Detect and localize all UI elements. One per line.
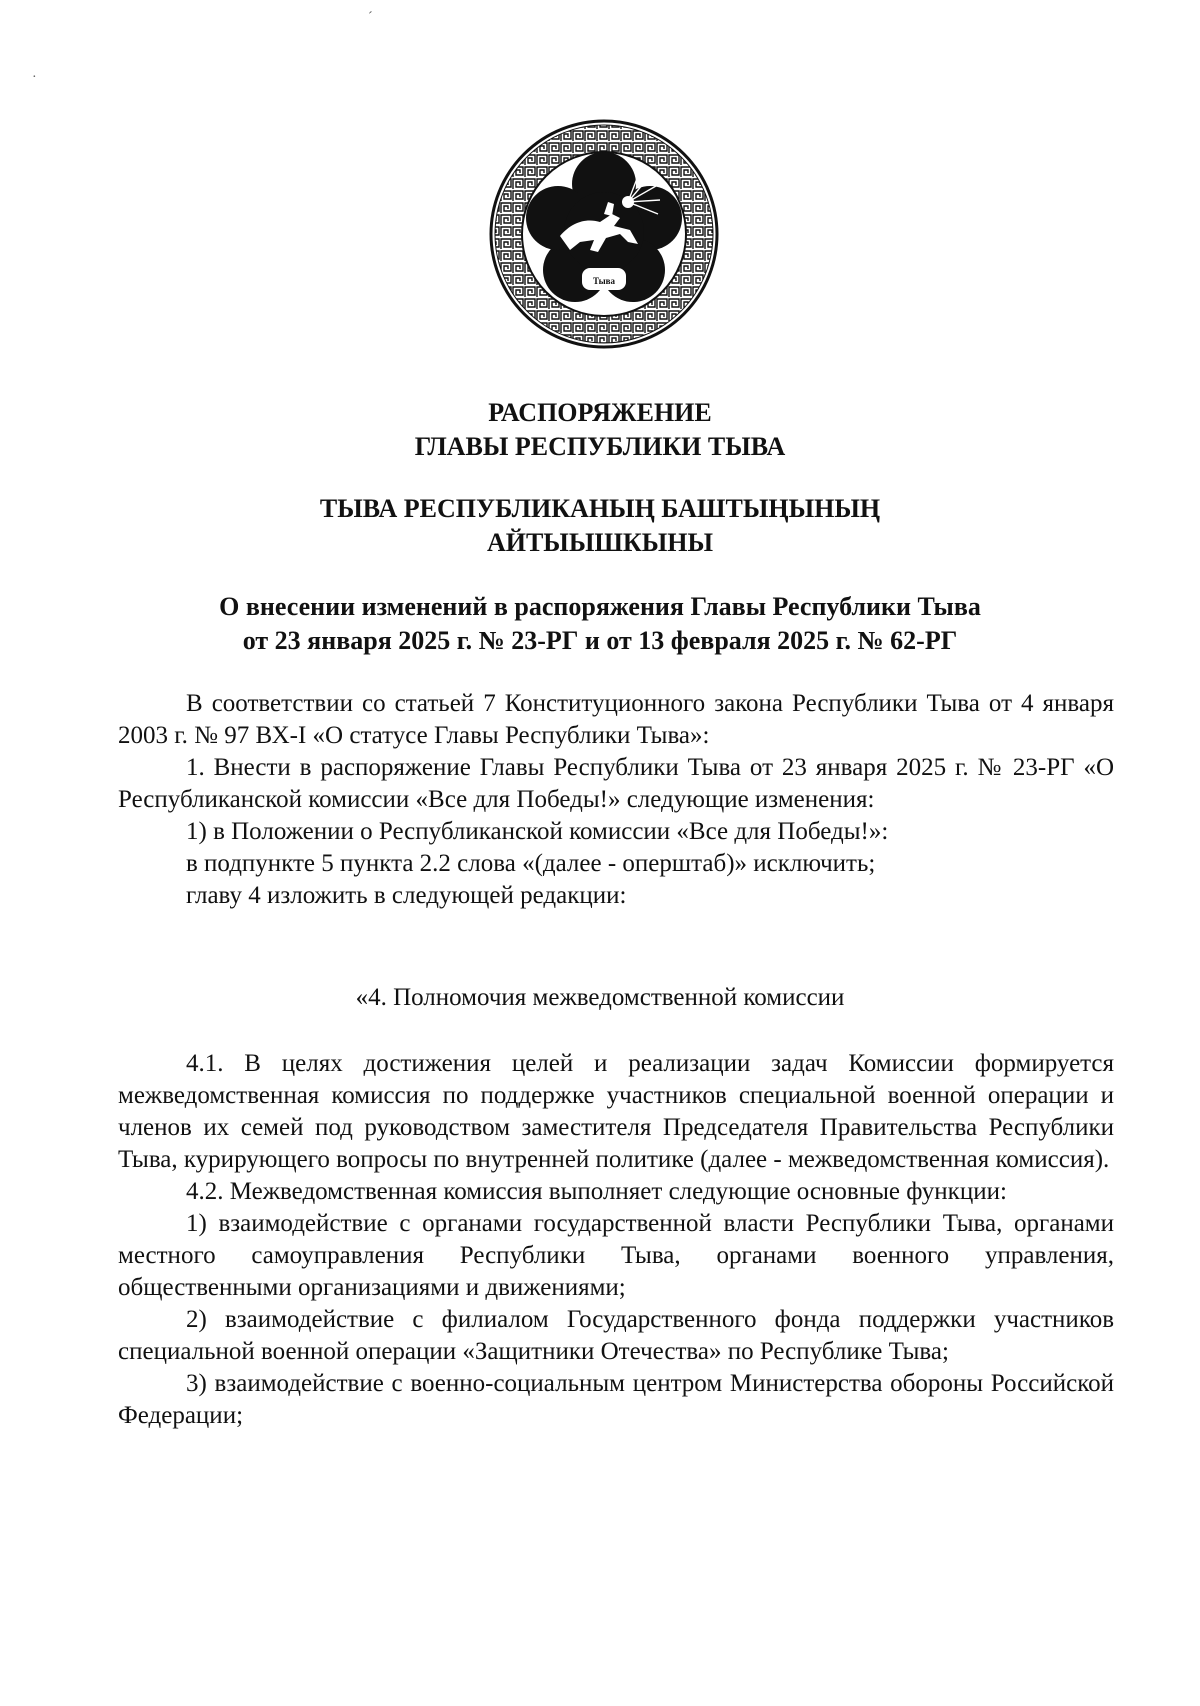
preamble-paragraph: В соответствии со статьей 7 Конституционного закона Республики Тыва от 4 января 2003 г. № 97 ВХ-I «О статусе Главы Республики Тыва»: (118, 690, 1114, 749)
subitem-1a-paragraph: в подпункте 5 пункта 2.2 слова «(далее - оперштаб)» исключить; (186, 850, 876, 877)
document-title-tuvan (0, 492, 1200, 560)
subject-line: от 23 января 2025 г. № 23-РГ и от 13 февраля 2025 г. № 62-РГ (242, 626, 958, 655)
document-title (0, 396, 1200, 464)
title-tuvan-line: ТЫВА РЕСПУБЛИКАНЫҢ БАШТЫҢЫНЫҢ (319, 494, 881, 523)
body-section (118, 688, 1114, 912)
tuva-emblem-icon (488, 118, 720, 350)
svg-text:Тыва: Тыва (593, 276, 615, 286)
paragraph-4-1: 4.1. В целях достижения целей и реализации задач Комиссии формируется межведомственная комиссия по поддержке участников специальной военной операции и членов их семей под руководством заместителя Председателя Правительства Республики Тыва, курирующего вопросы по внутренней политике (далее - межведомственная комиссия). (118, 1050, 1114, 1173)
subitem-1-paragraph: 1) в Положении о Республиканской комиссии «Все для Победы!»: (186, 818, 889, 845)
function-1-paragraph: 1) взаимодействие с органами государственной власти Республики Тыва, органами местного самоуправления Республики Тыва, органами военного управления, общественными организациями и движениями; (118, 1210, 1114, 1301)
paragraph-4-2: 4.2. Межведомственная комиссия выполняет следующие основные функции: (186, 1178, 1007, 1205)
item-1-paragraph: 1. Внести в распоряжение Главы Республики Тыва от 23 января 2025 г. № 23-РГ «О Республиканской комиссии «Все для Победы!» следующие изменения: (118, 754, 1114, 813)
title-tuvan-line: АЙТЫЫШКЫНЫ (486, 528, 714, 557)
title-line: ГЛАВЫ РЕСПУБЛИКИ ТЫВА (414, 432, 786, 461)
title-line: РАСПОРЯЖЕНИЕ (488, 398, 712, 427)
chapter-body (118, 1048, 1114, 1432)
document-subject (0, 590, 1200, 658)
scan-mark: · (32, 70, 37, 85)
scan-mark: ´ (368, 10, 373, 25)
function-2-paragraph: 2) взаимодействие с филиалом Государственного фонда поддержки участников специальной военной операции «Защитники Отечества» по Республике Тыва; (118, 1306, 1114, 1365)
chapter-heading: «4. Полномочия межведомственной комиссии (355, 984, 845, 1011)
function-3-paragraph: 3) взаимодействие с военно-социальным центром Министерства обороны Российской Федерации; (118, 1370, 1114, 1429)
subject-line: О внесении изменений в распоряжения Главы Республики Тыва (219, 592, 981, 621)
subitem-1b-paragraph: главу 4 изложить в следующей редакции: (186, 882, 627, 909)
